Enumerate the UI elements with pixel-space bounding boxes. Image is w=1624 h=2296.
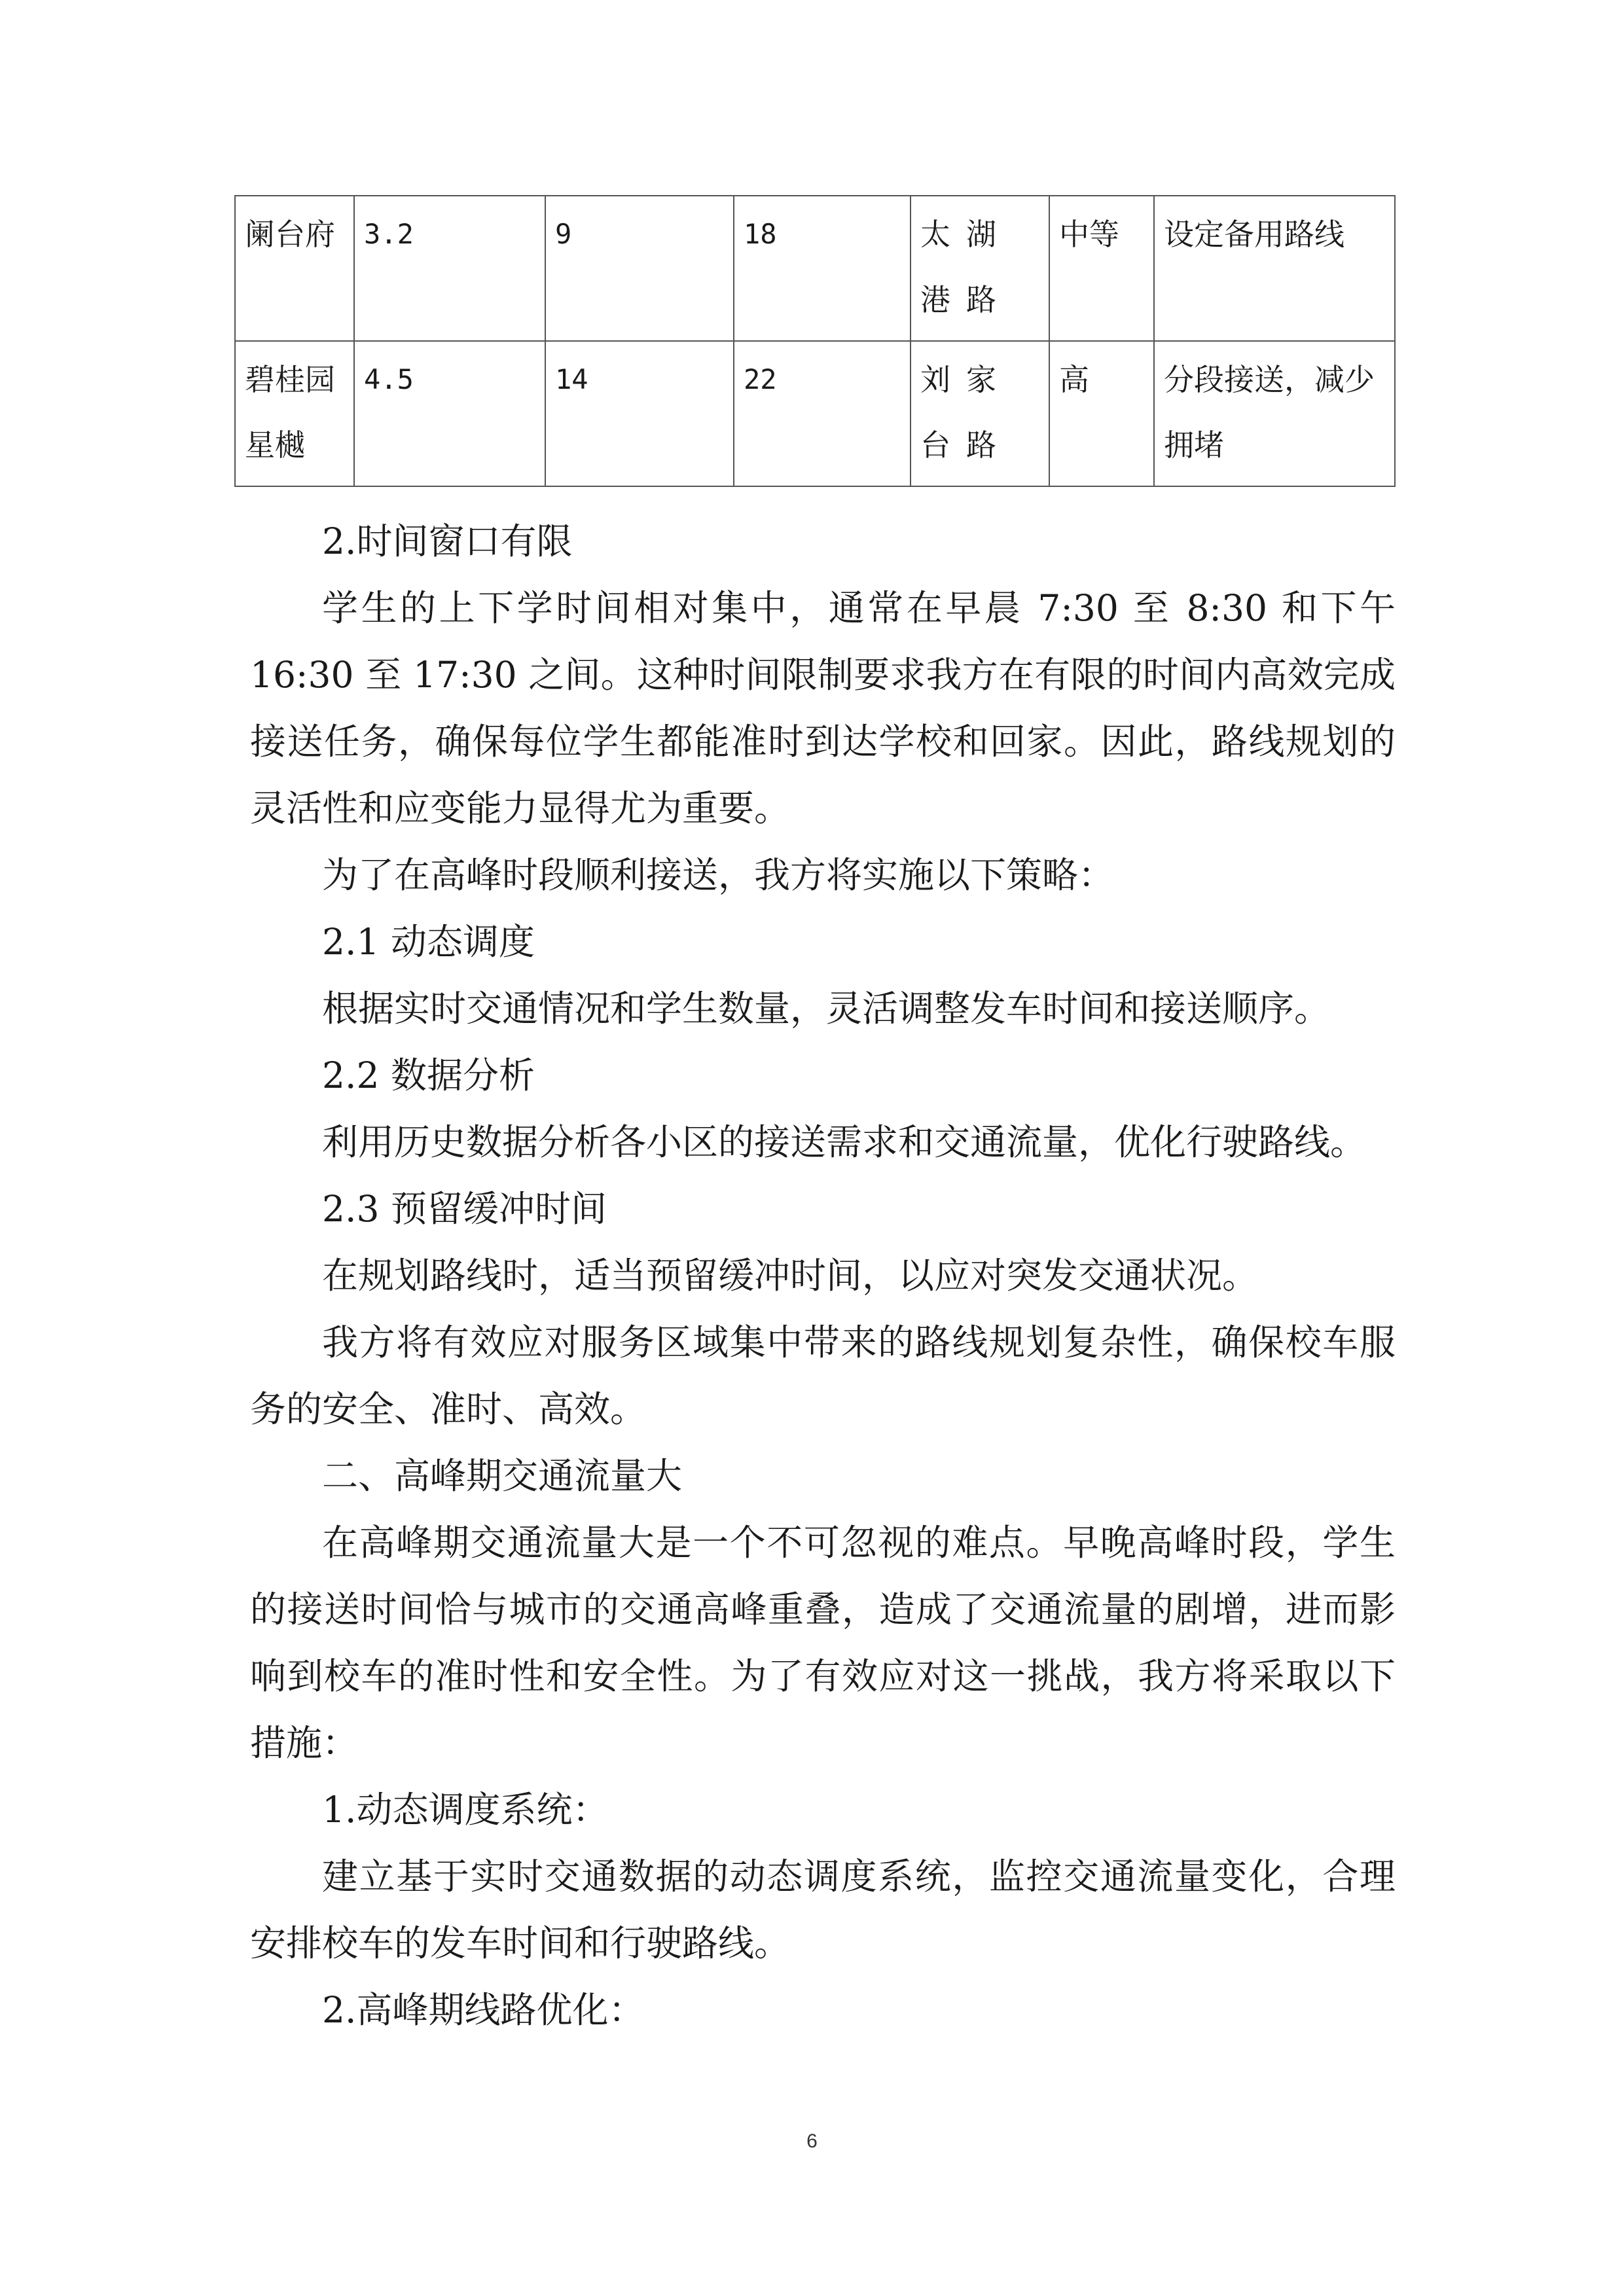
paragraph: 利用历史数据分析各小区的接送需求和交通流量，优化行驶路线。 — [322, 1121, 1367, 1163]
table-cell-value-a: 14 — [545, 341, 734, 486]
table-cell-level: 中等 — [1049, 196, 1154, 341]
subsection-heading: 2.3 预留缓冲时间 — [322, 1188, 607, 1230]
paragraph: 学生的上下学时间相对集中，通常在早晨 7:30 至 8:30 和下午 16:30 至 17:30 之间。这种时间限制要求我方在有限的时间内高效完成接送任务，确保每位学生都能准时到达学校和回家。因此，路线规划的灵活性和应变能力显得尤为重要。 — [250, 587, 1396, 829]
paragraph: 建立基于实时交通数据的动态调度系统，监控交通流量变化，合理安排校车的发车时间和行驶路线。 — [250, 1856, 1396, 1964]
table-cell-community: 阑台府 — [235, 196, 354, 341]
section-heading: 二、高峰期交通流量大 — [322, 1455, 683, 1497]
table-cell-measure: 分段接送，减少拥堵 — [1154, 341, 1395, 486]
table-cell-road: 太湖港路 — [911, 196, 1049, 341]
table-cell-level: 高 — [1049, 341, 1154, 486]
table-cell-value-b: 18 — [734, 196, 911, 341]
body-text — [250, 508, 1396, 2043]
paragraph: 在高峰期交通流量大是一个不可忽视的难点。早晚高峰时段，学生的接送时间恰与城市的交通高峰重叠，造成了交通流量的剧增，进而影响到校车的准时性和安全性。为了有效应对这一挑战，我方将采取以下措施： — [250, 1522, 1396, 1764]
page-number: 6 — [806, 2130, 818, 2152]
table-row — [235, 196, 1395, 341]
route-table — [234, 195, 1396, 487]
subsection-heading: 2.1 动态调度 — [322, 921, 535, 963]
subsection-heading: 1.动态调度系统： — [322, 1789, 609, 1831]
table-cell-road: 刘家台路 — [911, 341, 1049, 486]
table-cell-community: 碧桂园星樾 — [235, 341, 354, 486]
table-cell-distance: 3.2 — [354, 196, 545, 341]
table-cell-value-b: 22 — [734, 341, 911, 486]
subsection-heading: 2.高峰期线路优化： — [322, 1989, 645, 2031]
table-cell-distance: 4.5 — [354, 341, 545, 486]
paragraph: 我方将有效应对服务区域集中带来的路线规划复杂性，确保校车服务的安全、准时、高效。 — [250, 1321, 1396, 1430]
subsection-heading: 2.2 数据分析 — [322, 1054, 535, 1096]
section-heading: 2.时间窗口有限 — [322, 520, 573, 562]
table-cell-value-a: 9 — [545, 196, 734, 341]
paragraph: 根据实时交通情况和学生数量，灵活调整发车时间和接送顺序。 — [322, 988, 1331, 1030]
table-cell-measure: 设定备用路线 — [1154, 196, 1395, 341]
paragraph: 在规划路线时，适当预留缓冲时间，以应对突发交通状况。 — [322, 1255, 1259, 1297]
table-row — [235, 341, 1395, 486]
paragraph: 为了在高峰时段顺利接送，我方将实施以下策略： — [322, 854, 1115, 896]
